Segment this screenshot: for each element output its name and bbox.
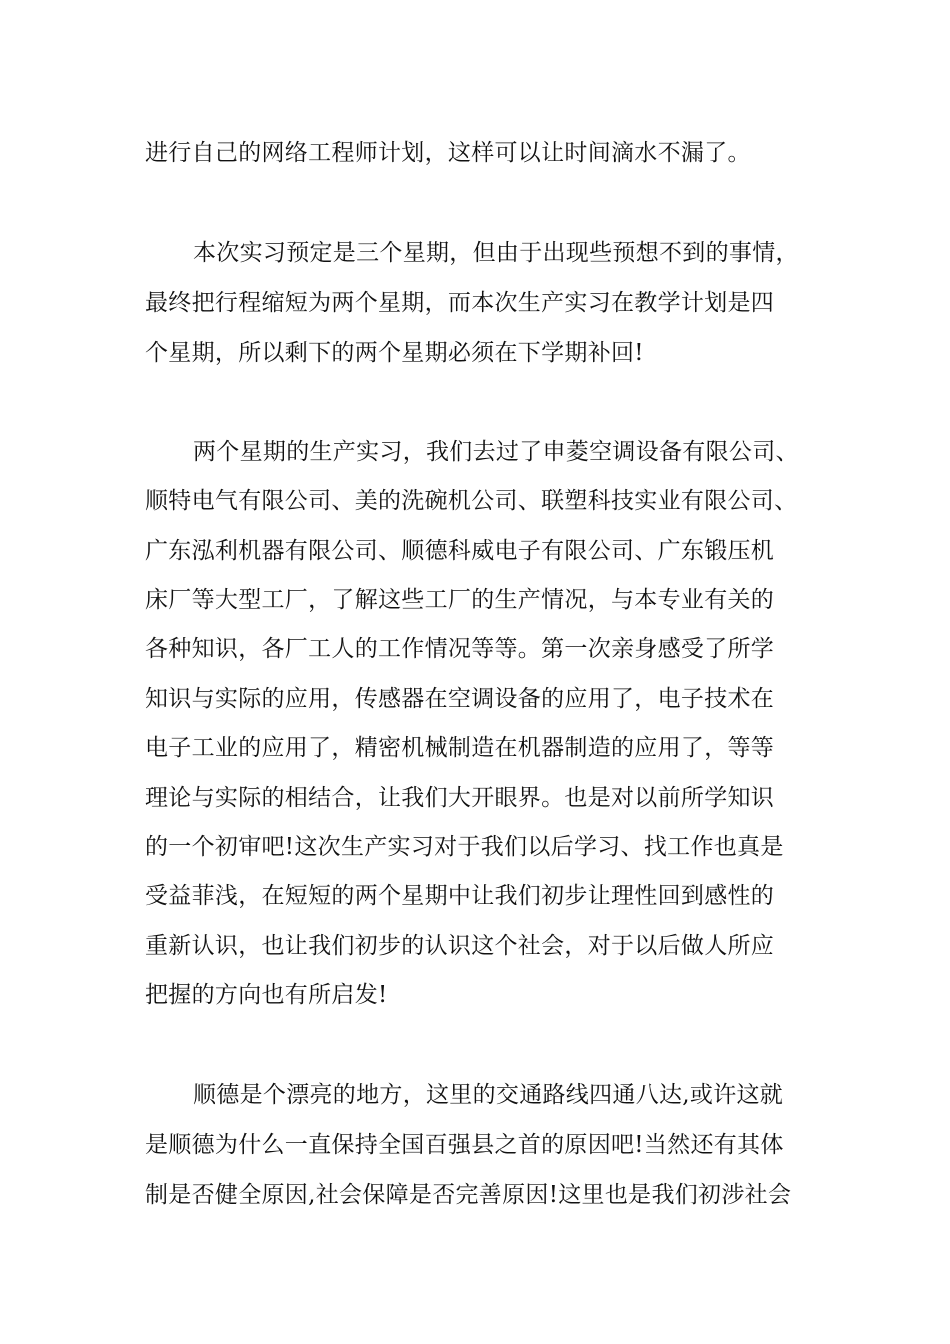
text-line: 重新认识，也让我们初步的认识这个社会，对于以后做人所应	[145, 933, 775, 959]
text-line: 把握的方向也有所启发!	[145, 982, 388, 1008]
text-line: 是顺德为什么一直保持全国百强县之首的原因吧!当然还有其体	[145, 1132, 784, 1158]
text-line: 受益菲浅，在短短的两个星期中让我们初步让理性回到感性的	[145, 883, 775, 909]
text-line: 床厂等大型工厂，了解这些工厂的生产情况，与本专业有关的	[145, 587, 775, 613]
text-line: 个星期，所以剩下的两个星期必须在下学期补回!	[145, 340, 644, 366]
text-line: 顺特电气有限公司、美的洗碗机公司、联塑科技实业有限公司、	[145, 488, 798, 514]
text-line: 各种知识，各厂工人的工作情况等等。第一次亲身感受了所学	[145, 636, 775, 662]
text-line: 广东泓利机器有限公司、顺德科威电子有限公司、广东锻压机	[145, 538, 775, 564]
text-line: 顺德是个漂亮的地方，这里的交通路线四通八达,或许这就	[193, 1082, 784, 1108]
text-line: 制是否健全原因,社会保障是否完善原因!这里也是我们初涉社会	[145, 1182, 792, 1208]
text-line: 进行自己的网络工程师计划，这样可以让时间滴水不漏了。	[145, 140, 751, 166]
text-line: 的一个初审吧!这次生产实习对于我们以后学习、找工作也真是	[145, 834, 784, 860]
text-line: 理论与实际的相结合，让我们大开眼界。也是对以前所学知识	[145, 785, 775, 811]
text-line: 两个星期的生产实习，我们去过了申菱空调设备有限公司、	[193, 439, 799, 465]
text-line: 最终把行程缩短为两个星期，而本次生产实习在教学计划是四	[145, 290, 775, 316]
text-line: 电子工业的应用了，精密机械制造在机器制造的应用了，等等	[145, 735, 775, 761]
text-line: 本次实习预定是三个星期，但由于出现些预想不到的事情，	[193, 240, 799, 266]
text-line: 知识与实际的应用，传感器在空调设备的应用了，电子技术在	[145, 686, 775, 712]
